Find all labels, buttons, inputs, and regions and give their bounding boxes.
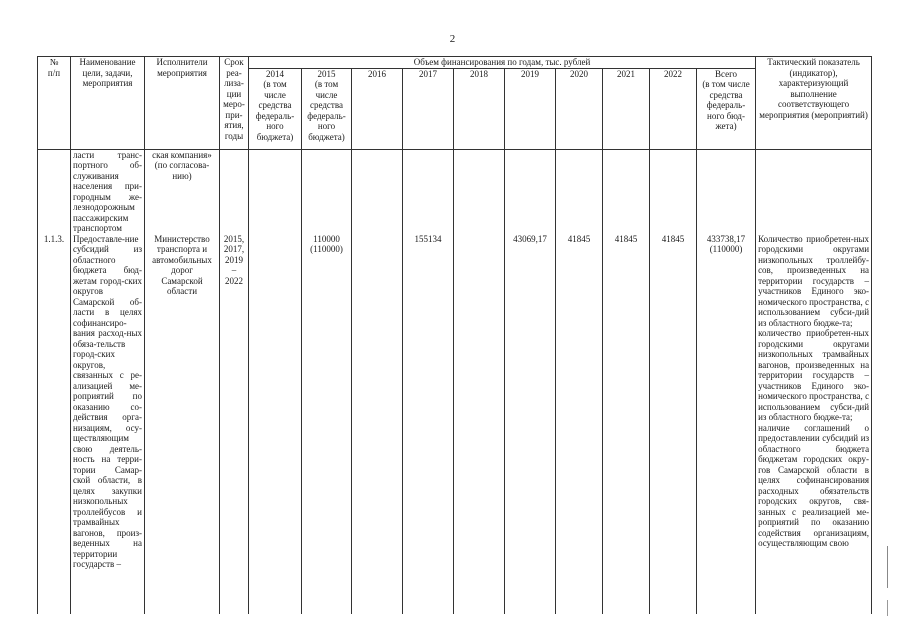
page-number: 2 <box>449 33 456 45</box>
cell-value <box>403 149 454 234</box>
header-executor: Исполнители мероприятия <box>145 57 220 150</box>
cell-value-2021: 41845 <box>603 234 650 614</box>
header-year-2015: 2015 (в том числе средства федераль- ного бюджета) <box>302 68 352 149</box>
cell-value-2020: 41845 <box>556 234 603 614</box>
cell-name: ласти транс-портного об-служивания населения при-городным же-лезнодорожным пассажирским транспортом <box>71 149 145 234</box>
cell-executor: ская компания» (по согласова- нию) <box>145 149 220 234</box>
header-year-2014: 2014 (в том числе средства федераль- ного бюджета) <box>249 68 302 149</box>
cell-num: 1.1.3. <box>38 234 71 614</box>
cell-value <box>556 149 603 234</box>
cell-term: 2015, 2017, 2019 – 2022 <box>220 234 249 614</box>
scan-artifact <box>887 600 888 616</box>
header-total: Всего (в том числе средства федераль- ного бюд- жета) <box>697 68 756 149</box>
cell-value <box>352 149 403 234</box>
cell-value <box>505 149 556 234</box>
header-year-2021: 2021 <box>603 68 650 149</box>
cell-value <box>650 149 697 234</box>
header-name: Наименование цели, задачи, мероприятия <box>71 57 145 150</box>
header-funding-group: Объем финансирования по годам, тыс. рублей <box>249 57 756 69</box>
cell-indicator: Количество приобретен-ных городскими округами низкопольных троллейбу-сов, произведенных на территории государств – участников Единого эко-номического пространства, с использованием субси-дий из областного бюдже-та; количество приобретен-ных городскими округами низкопольных трамвайных вагонов, произведенных на территории государств – участников Единого эко-номического пространства, с использованием субси-дий из областного бюдже-та; наличие соглашений о предоставлении субсидий из областного бюджета бюджетам городских окру-гов Самарской области в целях софинансирования расходных обязательств городских округов, свя-занных с реализацией ме-роприятий по оказанию содействия организациям, осуществляющим свою <box>756 234 872 614</box>
scan-artifact <box>887 546 888 588</box>
header-year-2018: 2018 <box>454 68 505 149</box>
table-row <box>38 149 872 234</box>
header-year-2017: 2017 <box>403 68 454 149</box>
header-indicator: Тактический показатель (индикатор), характеризующий выполнение соответствующего мероприятия (мероприятий) <box>756 57 872 150</box>
header-year-2016: 2016 <box>352 68 403 149</box>
header-year-2022: 2022 <box>650 68 697 149</box>
cell-value-2017: 155134 <box>403 234 454 614</box>
cell-value-2019: 43069,17 <box>505 234 556 614</box>
cell-indicator <box>756 149 872 234</box>
cell-num <box>38 149 71 234</box>
cell-value-2014 <box>249 234 302 614</box>
header-year-2020: 2020 <box>556 68 603 149</box>
cell-executor: Министерство транспорта и автомобильных дорог Самарской области <box>145 234 220 614</box>
cell-term <box>220 149 249 234</box>
cell-value <box>454 149 505 234</box>
cell-value <box>697 149 756 234</box>
cell-value-2016 <box>352 234 403 614</box>
table-row <box>38 234 872 614</box>
header-term: Срок реа-лиза-ции меро-при-ятия, годы <box>220 57 249 150</box>
cell-value <box>302 149 352 234</box>
cell-value-2022: 41845 <box>650 234 697 614</box>
program-table <box>37 56 872 614</box>
header-year-2019: 2019 <box>505 68 556 149</box>
cell-value-2018 <box>454 234 505 614</box>
cell-value-total: 433738,17 (110000) <box>697 234 756 614</box>
cell-name: Предоставле-ние субсидий из областного бюджета бюд-жетам город-ских округов Самарской об-ласти в целях софинансиро-вания расход-ных обяза-тельств город-ских округов, связанных с ре-ализацией ме-роприятий по оказанию со-действия орга-низациям, осу-ществляющим свою деятель-ность на терри-тории Самар-ской области, в целях закупки низкопольных троллейбусов и трамвайных вагонов, произ-веденных на территории государств – <box>71 234 145 614</box>
cell-value <box>249 149 302 234</box>
cell-value <box>603 149 650 234</box>
cell-value-2015: 110000 (110000) <box>302 234 352 614</box>
header-num: № п/п <box>38 57 71 150</box>
